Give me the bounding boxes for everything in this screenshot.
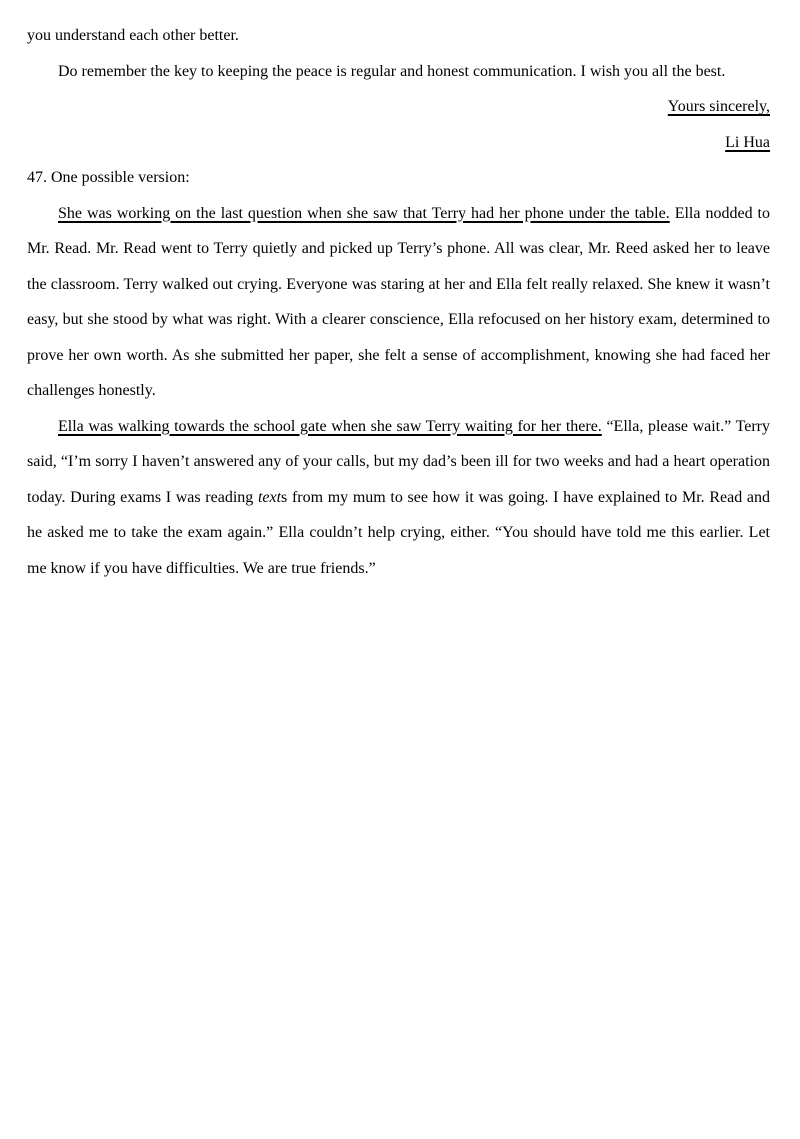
essay-paragraph-1	[27, 196, 770, 409]
answer-heading: 47. One possible version:	[27, 169, 190, 186]
paragraph-2-underlined-sentence: Ella was walking towards the school gate when she saw Terry waiting for her there.	[58, 417, 602, 435]
paragraph-2-italic-word: text	[257, 488, 282, 506]
paragraph-2-text-before-italic: “Ella, please wait.” Terry said, “I’m sorry I haven’t answered any of your calls, but my dad’s been ill for two weeks and had a heart operation today. During exams I was reading	[27, 417, 770, 506]
letter-signoff-line	[27, 89, 770, 125]
letter-signoff: Yours sincerely,	[667, 98, 770, 115]
letter-signature-line	[27, 125, 770, 161]
paragraph-2-text-after-italic: s from my mum to see how it was going. I have explained to Mr. Read and he asked me to take the exam again.” Ella couldn’t help crying, either. “You should have told me this earlier. Let me know if you have difficulties. We are true friends.”	[27, 488, 770, 577]
letter-continuation-line: you understand each other better.	[27, 27, 239, 44]
letter-signature: Li Hua	[725, 133, 770, 151]
essay-paragraph-2	[27, 409, 770, 587]
paragraph-1-underlined-sentence: She was working on the last question when she saw that Terry had her phone under the table.	[58, 204, 670, 222]
paragraph-1-text: Ella nodded to Mr. Read. Mr. Read went to Terry quietly and picked up Terry’s phone. All was clear, Mr. Reed asked her to leave the classroom. Terry walked out crying. Everyone was staring at her and Ella felt really relaxed. She knew it wasn’t easy, but she stood by what was right. With a clearer conscience, Ella refocused on her history exam, determined to prove her own worth. As she submitted her paper, she felt a sense of accomplishment, knowing she had faced her challenges honestly.	[27, 204, 771, 399]
letter-closing-line: Do remember the key to keeping the peace is regular and honest communication. I wish you all the best.	[58, 62, 726, 80]
